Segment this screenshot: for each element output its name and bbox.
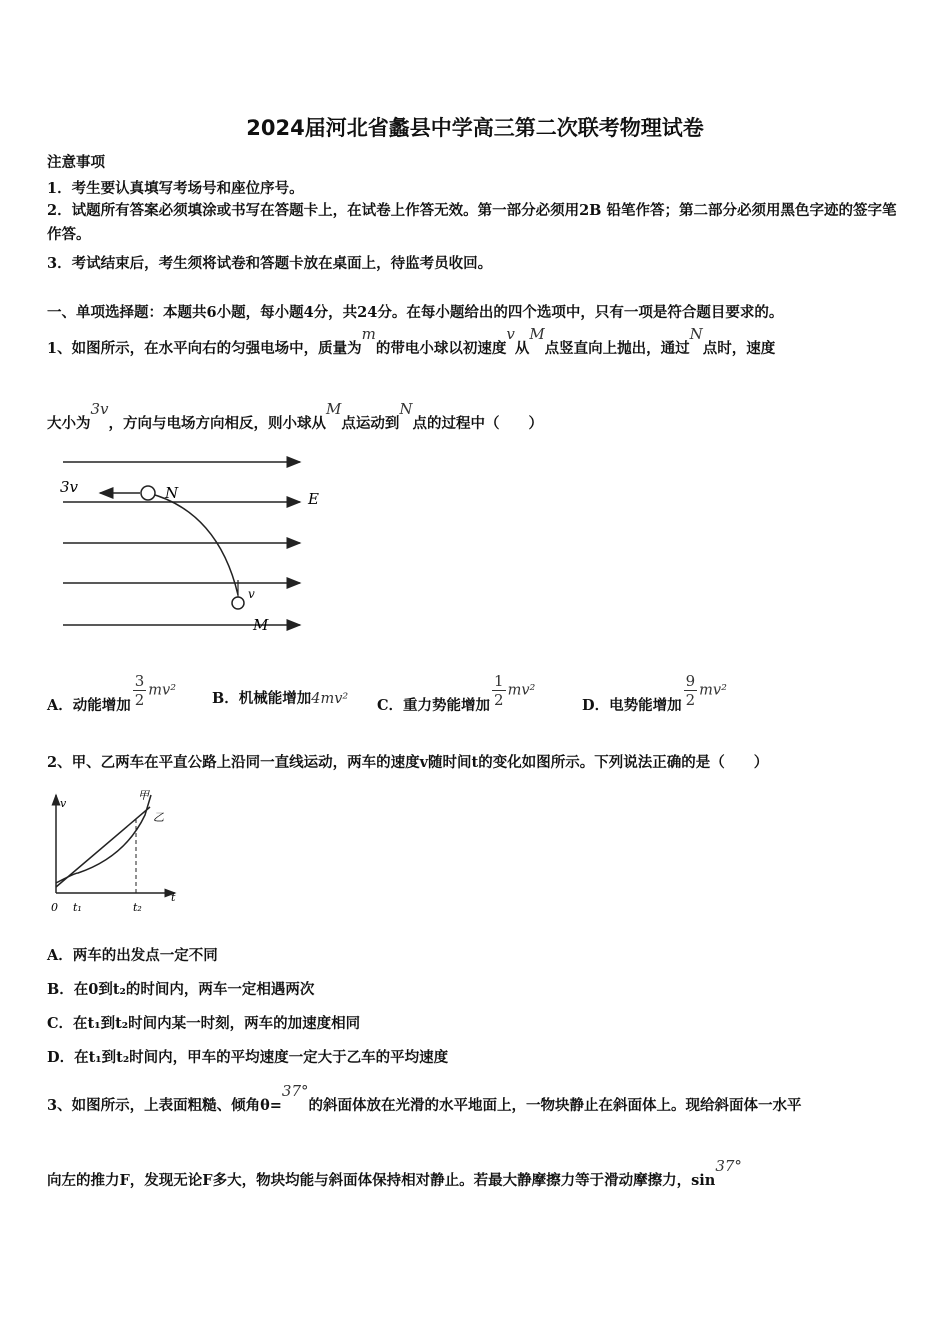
- notice-item-1: 1．考生要认真填写考场号和座位序号。: [47, 180, 304, 197]
- q3-stem-line-2: 向左的推力F，发现无论F多大，物块均能与斜面体保持相对静止。若最大静摩擦力等于滑动摩擦力，sin37°: [47, 1157, 742, 1189]
- ball-at-M: [232, 597, 244, 609]
- label-N: N: [165, 484, 179, 502]
- ball-at-N: [141, 486, 155, 500]
- trajectory: [148, 493, 238, 595]
- q1-stem-line-2: 大小为3v，方向与电场方向相反，则小球从M点运动到N点的过程中（ ）: [47, 400, 544, 432]
- label-E: E: [308, 490, 319, 508]
- q1-option-c[interactable]: C．重力势能增加 $\frac{1}{2}$ mv²: [377, 672, 536, 714]
- label-jia: 甲: [138, 789, 149, 802]
- q3-stem-line-1: 3、如图所示，上表面粗糙、倾角θ=37°的斜面体放在光滑的水平地面上，一物块静止在斜面体上。现给斜面体一水平: [47, 1082, 802, 1114]
- q1-option-a[interactable]: A．动能增加 $\frac{3}{2}$ mv²: [47, 672, 177, 714]
- q2-stem: 2、甲、乙两车在平直公路上沿同一直线运动，两车的速度v随时间t的变化如图所示。下列说法正确的是（ ）: [47, 754, 769, 771]
- q2-option-a[interactable]: A．两车的出发点一定不同: [47, 947, 218, 964]
- q1-figure: [55, 450, 345, 640]
- section-header: 一、单项选择题：本题共6小题，每小题4分，共24分。在每小题给出的四个选项中，只有一项是符合题目要求的。: [47, 304, 784, 321]
- label-M: M: [253, 616, 269, 634]
- label-t1: t₁: [73, 901, 82, 914]
- q1-option-b[interactable]: B．机械能增加4mv²: [212, 690, 349, 707]
- q1-option-d[interactable]: D．电势能增加 $\frac{9}{2}$ mv²: [582, 672, 727, 714]
- label-v: v: [60, 797, 67, 810]
- q2-option-d[interactable]: D．在t₁到t₂时间内，甲车的平均速度一定大于乙车的平均速度: [47, 1049, 449, 1066]
- label-origin: 0: [51, 901, 58, 914]
- q1-stem-line-1: 1、如图所示，在水平向右的匀强电场中，质量为m的带电小球以初速度v从M点竖直向上抛出，通过N点时，速度: [47, 325, 776, 357]
- q2-option-b[interactable]: B．在0到t₂的时间内，两车一定相遇两次: [47, 981, 315, 998]
- q2-option-c[interactable]: C．在t₁到t₂时间内某一时刻，两车的加速度相同: [47, 1015, 361, 1032]
- q2-figure: [45, 785, 195, 920]
- label-t: t: [171, 891, 176, 904]
- label-t2: t₂: [133, 901, 142, 914]
- notice-item-2: 2．试题所有答案必须填涂或书写在答题卡上，在试卷上作答无效。第一部分必须用2B 铅笔作答；第二部分必须用黑色字迹的签字笔作答。: [47, 202, 897, 243]
- label-yi: 乙: [153, 811, 164, 824]
- label-3v: 3v: [60, 478, 79, 496]
- notice-item-3: 3．考试结束后，考生须将试卷和答题卡放在桌面上，待监考员收回。: [47, 255, 493, 272]
- page-title: 2024届河北省蠡县中学高三第二次联考物理试卷: [246, 116, 704, 140]
- jia-curve: [56, 795, 151, 883]
- notice-heading: 注意事项: [47, 154, 105, 171]
- label-v: v: [248, 587, 255, 601]
